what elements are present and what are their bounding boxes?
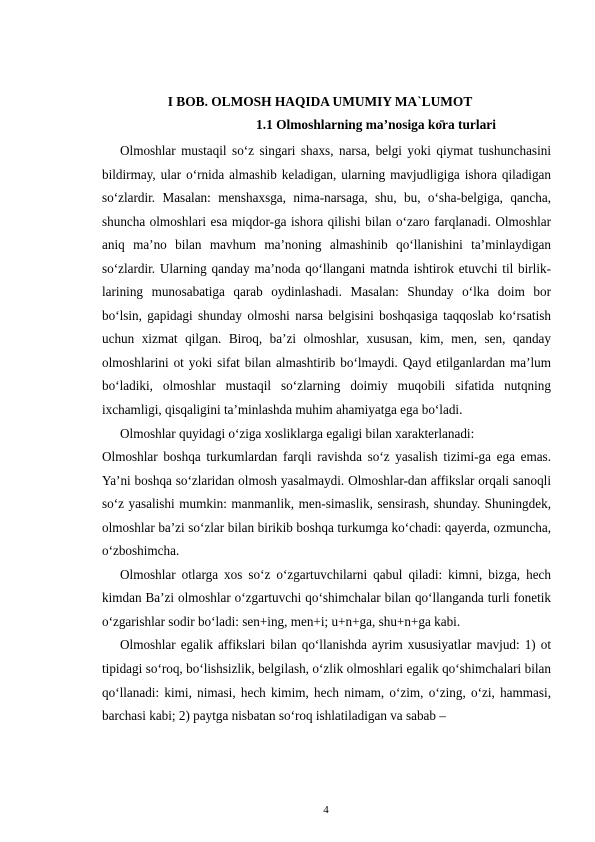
paragraph-features-intro: Olmoshlar quyidagi o‘ziga xosliklarga egaligi bilan xarakterlanadi:: [120, 425, 475, 441]
body-text: [102, 139, 551, 728]
section-title: 1.1 Olmoshlarning ma’nosiga kо̄ra turlari: [256, 117, 496, 132]
paragraph-word-formation: Olmoshlar boshqa turkumlardan farqli ravishda so‘z yasalish tizimi-ga ega emas. Ya’ni boshqa so‘zlaridan olmosh yasalmaydi. Olmoshlar-dan affikslar orqali sanoqli so‘z yasalishi mumkin: manmanlik, men-simaslik, sensirash, shunday. Shuningdek, olmoshlar ba’zi so‘zlar bilan birikib boshqa turkumga ko‘chadi: qayerda, ozmuncha, o‘zboshimcha.: [102, 449, 551, 559]
paragraph-possessive: Olmoshlar egalik affikslari bilan qo‘llanishda ayrim xususiyatlar mavjud: 1) ot tipidagi so‘roq, bo‘lishsizlik, belgilash, o‘zlik olmoshlari egalik qo‘shimchalari bilan qo‘llanadi: kimi, nimasi, hech kimim, hech nimam, o‘zim, o‘zing, o‘zi, hammasi, barchasi kabi; 2) paytga nisbatan so‘roq ishlatiladigan va sabab –: [102, 637, 551, 724]
paragraph-inflection: Olmoshlar otlarga xos so‘z o‘zgartuvchilarni qabul qiladi: kimni, bizga, hech kimdan Ba’zi olmoshlar o‘zgartuvchi qo‘shimchalar bilan qo‘llanganda turli fonetik o‘zgarishlar sodir bo‘ladi: sen+ing, men+i; u+n+ga, shu+n+ga kabi.: [102, 566, 551, 629]
chapter-title: I BOB. OLMOSH HAQIDA UMUMIY MA`LUMOT: [167, 94, 473, 109]
page-number: 4: [323, 804, 329, 816]
paragraph-definition: Olmoshlar mustaqil so‘z singari shaxs, narsa, belgi yoki qiymat tushunchasini bildirmay, ular o‘rnida almashib keladigan, ularning mavjudligiga ishora qiladigan so‘zlardir. Masalan: menshaxsga, nima-narsaga, shu, bu, o‘sha-belgiga, qancha, shuncha olmoshlari esa miqdor-ga ishora qilishi bilan o‘zaro farqlanadi. Olmoshlar aniq ma’no bilan mavhum ma’noning almashinib qo‘llanishini ta’minlaydigan so‘zlardir. Ularning qanday ma’noda qo‘llangani matnda ishtirok etuvchi til birlik-larining munosabatiga qarab oydinlashadi. Masalan: Shunday o‘lka doim bor bo‘lsin, gapidagi shunday olmoshi narsa belgisini boshqasiga taqqoslab ko‘rsatish uchun xizmat qilgan. Biroq, ba’zi olmoshlar, xususan, kim, men, sen, qanday olmoshlarini ot yoki sifat bilan almashtirib bo‘lmaydi. Qayd etilganlardan ma’lum bo‘ladiki, olmoshlar mustaqil so‘zlarning doimiy muqobili sifatida nutqning ixchamligi, qisqaligini ta’minlashda muhim ahamiyatga ega bo‘ladi.: [102, 143, 551, 418]
